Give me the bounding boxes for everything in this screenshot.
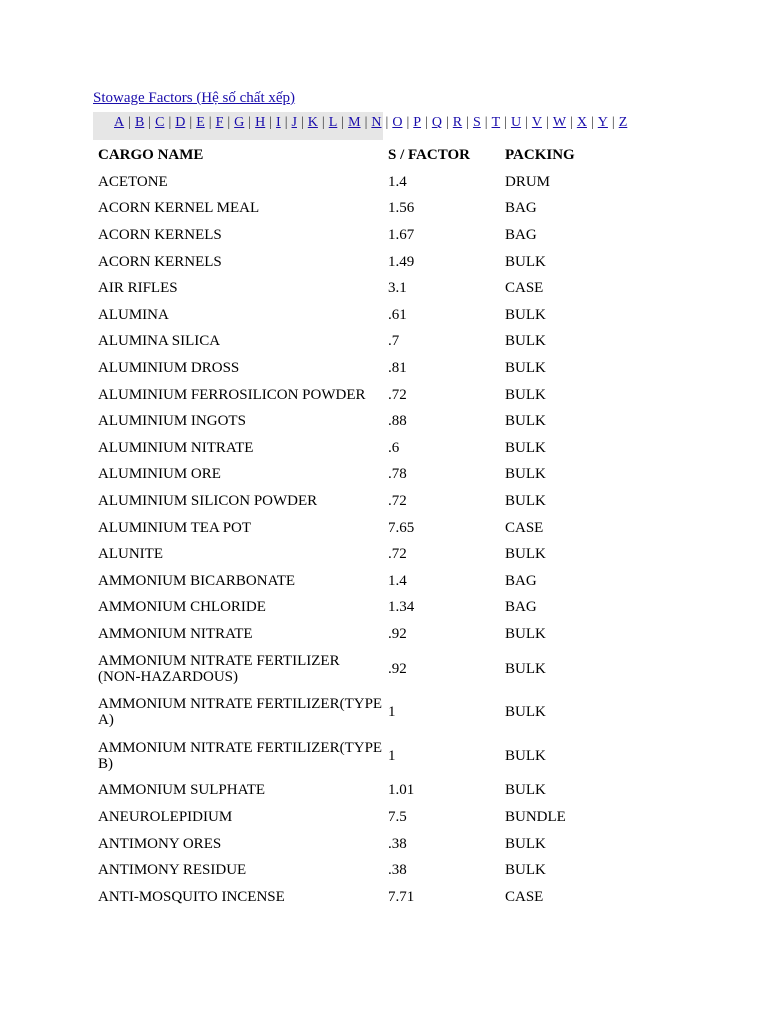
stowage-factor-cell: 1.4 [388, 173, 407, 190]
table-row [94, 435, 605, 462]
header-cargo-name: CARGO NAME [98, 146, 204, 163]
table-row [94, 222, 605, 249]
table-row [94, 691, 605, 734]
cargo-name-cell: ACETONE [98, 173, 168, 190]
table-row [94, 461, 605, 488]
table-row [94, 541, 605, 568]
cargo-name-cell: ALUMINIUM DROSS [98, 360, 240, 377]
table-row [94, 777, 605, 804]
stowage-factor-cell: .88 [388, 413, 407, 430]
stowage-factor-cell: 7.65 [388, 519, 415, 536]
packing-cell: DRUM [505, 173, 551, 190]
packing-cell: BULK [505, 660, 546, 677]
cargo-name-cell: AMMONIUM NITRATE [98, 625, 253, 642]
alphabet-link-l[interactable]: L [328, 115, 338, 130]
alphabet-separator: | [189, 115, 193, 130]
stowage-factor-cell: .92 [388, 625, 407, 642]
packing-cell: BULK [505, 306, 546, 323]
packing-cell: CASE [505, 280, 544, 297]
table-row [94, 195, 605, 222]
alphabet-link-f[interactable]: F [215, 115, 224, 130]
table-row [94, 804, 605, 831]
stowage-factor-cell: .81 [388, 360, 407, 377]
alphabet-link-w[interactable]: W [552, 115, 567, 130]
table-row [94, 381, 605, 408]
table-row [94, 734, 605, 777]
alphabet-link-s[interactable]: S [472, 115, 481, 130]
table-row [94, 488, 605, 515]
alphabet-separator: | [208, 115, 212, 130]
packing-cell: BUNDLE [505, 809, 566, 826]
cargo-name-cell: ALUMINIUM INGOTS [98, 413, 246, 430]
stowage-factor-cell: 7.71 [388, 888, 415, 905]
alphabet-link-m[interactable]: M [348, 115, 361, 130]
cargo-name-cell: AMMONIUM BICARBONATE [98, 572, 296, 589]
stowage-factor-cell: 7.5 [388, 809, 407, 826]
alphabet-separator: | [425, 115, 428, 130]
stowage-factor-cell: 1.56 [388, 200, 415, 217]
alphabet-link-o[interactable]: O [392, 115, 403, 130]
alphabet-separator: | [300, 115, 304, 130]
table-row [94, 408, 605, 435]
alphabet-separator: | [227, 115, 231, 130]
cargo-name-cell: ANTI-MOSQUITO INCENSE [98, 888, 285, 905]
alphabet-link-r[interactable]: R [452, 115, 463, 130]
cargo-name-cell: ALUMINIUM ORE [98, 466, 221, 483]
cargo-name-cell: ACORN KERNEL MEAL [98, 200, 260, 217]
packing-cell: BULK [505, 862, 546, 879]
table-header-row [94, 142, 605, 169]
stowage-factor-cell: .72 [388, 546, 407, 563]
alphabet-separator: | [364, 115, 368, 130]
table-row [94, 275, 605, 302]
cargo-name-cell: ANEUROLEPIDIUM [98, 809, 233, 826]
alphabet-separator: | [385, 115, 389, 130]
stowage-factor-cell: .38 [388, 862, 407, 879]
stowage-factor-cell: 3.1 [388, 280, 407, 297]
table-row [94, 647, 605, 690]
cargo-name-cell: ALUNITE [98, 546, 163, 563]
packing-cell: BAG [505, 599, 537, 616]
table-row [94, 328, 605, 355]
alphabet-separator: | [148, 115, 152, 130]
stowage-factor-cell: .72 [388, 386, 407, 403]
packing-cell: CASE [505, 519, 544, 536]
alphabet-link-g[interactable]: G [234, 115, 245, 130]
stowage-factor-cell: .92 [388, 660, 407, 677]
page-title-link[interactable]: Stowage Factors (Hệ số chất xếp) [93, 90, 296, 106]
header-packing: PACKING [505, 146, 575, 163]
packing-cell: BULK [505, 439, 546, 456]
alphabet-link-y[interactable]: Y [597, 115, 608, 130]
table-row [94, 169, 605, 196]
packing-cell: BAG [505, 200, 537, 217]
cargo-name-cell: ALUMINA SILICA [98, 333, 221, 350]
packing-cell: BULK [505, 704, 546, 721]
alphabet-link-n[interactable]: N [371, 115, 382, 130]
cargo-name-cell: AMMONIUM SULPHATE [98, 782, 266, 799]
alphabet-link-x[interactable]: X [576, 115, 587, 130]
cargo-name-cell: AMMONIUM CHLORIDE [98, 599, 266, 616]
table-row [94, 514, 605, 541]
alphabet-separator: | [406, 115, 410, 130]
packing-cell: BULK [505, 493, 546, 510]
packing-cell: BAG [505, 572, 537, 589]
cargo-name-cell: ACORN KERNELS [98, 253, 222, 270]
alphabet-separator: | [484, 115, 488, 130]
stowage-factor-cell: .7 [388, 333, 400, 350]
alphabet-separator: | [546, 115, 549, 130]
alphabet-link-u[interactable]: U [510, 115, 522, 130]
alphabet-separator: | [466, 115, 469, 130]
cargo-name-cell: ALUMINIUM SILICON POWDER [98, 493, 318, 510]
table-body [94, 169, 605, 911]
alphabet-link-d[interactable]: D [175, 115, 186, 130]
cargo-name-cell: AMMONIUM NITRATE FERTILIZER (NON-HAZARDOUS) [98, 652, 340, 685]
cargo-name-cell: AMMONIUM NITRATE FERTILIZER(TYPE A) [98, 696, 383, 729]
packing-cell: BULK [505, 835, 546, 852]
stowage-factor-cell: 1 [388, 704, 396, 721]
stowage-factor-cell: .72 [388, 493, 407, 510]
alphabet-link-v[interactable]: V [531, 115, 542, 130]
alphabet-link-h[interactable]: H [255, 115, 266, 130]
packing-cell: BULK [505, 333, 546, 350]
packing-cell: BULK [505, 466, 546, 483]
alphabet-separator: | [525, 115, 528, 130]
packing-cell: BULK [505, 782, 546, 799]
alphabet-link-i[interactable]: I [276, 115, 281, 130]
alphabet-separator: | [168, 115, 172, 130]
table-row [94, 568, 605, 595]
alphabet-separator: | [128, 115, 131, 130]
cargo-name-cell: AMMONIUM NITRATE FERTILIZER(TYPE B) [98, 739, 383, 772]
alphabet-link-q[interactable]: Q [431, 115, 442, 130]
alphabet-link-a[interactable]: A [114, 115, 125, 130]
alphabet-nav [114, 114, 627, 132]
alphabet-separator: | [570, 115, 573, 130]
cargo-name-cell: ALUMINIUM TEA POT [98, 519, 252, 536]
table-row [94, 857, 605, 884]
packing-cell: BULK [505, 546, 546, 563]
table-row [94, 355, 605, 382]
table-row [94, 594, 605, 621]
alphabet-separator: | [284, 115, 288, 130]
packing-cell: BULK [505, 413, 546, 430]
alphabet-separator: | [504, 115, 507, 130]
packing-cell: BULK [505, 625, 546, 642]
packing-cell: BULK [505, 253, 546, 270]
table-row [94, 302, 605, 329]
table-row [94, 830, 605, 857]
stowage-factor-cell: 1.49 [388, 253, 415, 270]
alphabet-link-e[interactable]: E [196, 115, 205, 130]
table-row [94, 248, 605, 275]
packing-cell: BULK [505, 360, 546, 377]
cargo-name-cell: ALUMINA [98, 306, 169, 323]
packing-cell: BULK [505, 747, 546, 764]
stowage-factor-cell: 1.67 [388, 227, 415, 244]
stowage-factor-cell: 1 [388, 747, 396, 764]
stowage-factor-cell: .78 [388, 466, 407, 483]
stowage-factor-cell: .38 [388, 835, 407, 852]
cargo-name-cell: ANTIMONY ORES [98, 835, 222, 852]
cargo-name-cell: ALUMINIUM NITRATE [98, 439, 254, 456]
stowage-factor-cell: 1.01 [388, 782, 415, 799]
alphabet-link-c[interactable]: C [155, 115, 165, 130]
cargo-name-cell: ANTIMONY RESIDUE [98, 862, 247, 879]
packing-cell: CASE [505, 888, 544, 905]
stowage-factor-cell: 1.4 [388, 572, 407, 589]
alphabet-separator: | [590, 115, 594, 130]
alphabet-link-p[interactable]: P [413, 115, 422, 130]
alphabet-separator: | [269, 115, 273, 130]
alphabet-link-b[interactable]: B [134, 115, 145, 130]
table-row [94, 621, 605, 648]
alphabet-link-z[interactable]: Z [618, 115, 628, 130]
stowage-factor-table [94, 142, 605, 910]
stowage-factor-cell: 1.34 [388, 599, 415, 616]
alphabet-link-t[interactable]: T [491, 115, 501, 130]
header-stowage-factor: S / FACTOR [388, 146, 470, 163]
stowage-factor-cell: .6 [388, 439, 400, 456]
packing-cell: BULK [505, 386, 546, 403]
table-row [94, 884, 605, 911]
stowage-factor-cell: .61 [388, 306, 407, 323]
alphabet-separator: | [341, 115, 345, 130]
alphabet-separator: | [321, 115, 325, 130]
alphabet-link-j[interactable]: J [291, 115, 297, 130]
cargo-name-cell: ACORN KERNELS [98, 227, 222, 244]
packing-cell: BAG [505, 227, 537, 244]
cargo-name-cell: AIR RIFLES [98, 280, 178, 297]
cargo-name-cell: ALUMINIUM FERROSILICON POWDER [98, 386, 366, 403]
alphabet-separator: | [248, 115, 252, 130]
alphabet-separator: | [611, 115, 615, 130]
alphabet-link-k[interactable]: K [307, 115, 318, 130]
alphabet-separator: | [445, 115, 449, 130]
